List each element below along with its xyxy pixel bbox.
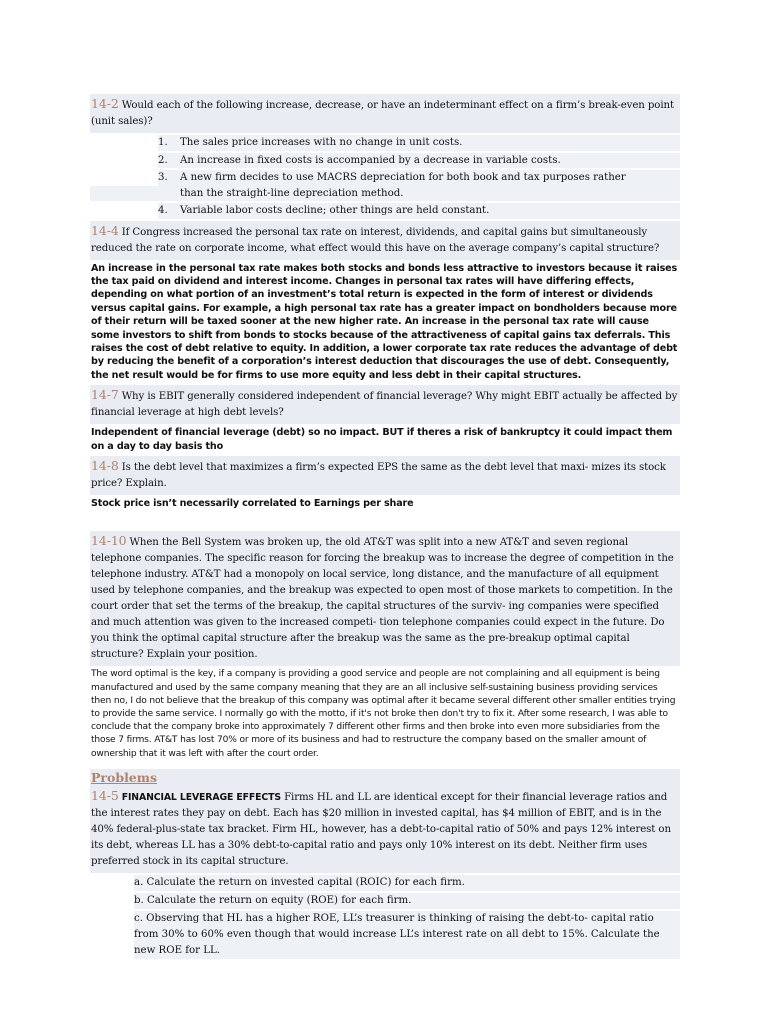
answer-14-7: Independent of financial leverage (debt) so no impact. BUT if theres a risk of bankruptcy it could impact them on a day to day basis tho: [91, 427, 673, 452]
question-14-2-items-cont: [90, 203, 680, 219]
answer-14-4: An increase in the personal tax rate makes both stocks and bonds less attractive to investors because it raises the tax paid on dividend and interest income. Changes in personal tax rates will have differing effects, depending on what portion of an investment’s total return is expected in the form of interest or dividends versus capital gains. For example, a high personal tax rate has a greater impact on bondholders because more of their return will be taxed sooner at the new higher rate. An increase in the personal tax rate will cause some investors to shift from bonds to stocks because of the attractiveness of capital gains tax deferrals. This raises the cost of debt relative to equity. In addition, a lower corporate tax rate reduces the advantage of debt by reducing the benefit of a corporation’s interest deduction that discourages the use of debt. Consequently, the net result would be for firms to use more equity and less debt in their capital structures.: [91, 262, 678, 381]
problem-part: a. Calculate the return on invested capital (ROIC) for each firm.: [134, 875, 680, 891]
list-item: 4. Variable labor costs decline; other things are held constant.: [158, 203, 680, 219]
question-number: 14-7: [91, 387, 119, 403]
question-number: 14-2: [91, 96, 119, 111]
question-14-4: [90, 221, 680, 260]
question-14-2-items: [90, 135, 680, 186]
question-number: 14-4: [91, 222, 119, 238]
problem-parts: [90, 875, 680, 959]
problem-part: b. Calculate the return on equity (ROE) for each firm.: [134, 893, 680, 909]
list-item: 3. A new firm decides to use MACRS depreciation for both book and tax purposes rather: [158, 170, 680, 186]
question-text: If Congress increased the personal tax rate on interest, dividends, and capital gains but simultaneously reduced the rate on corporate income, what effect would this have on the average company’s capital structure?: [91, 226, 660, 254]
question-14-7: [90, 385, 680, 424]
question-14-2: [90, 94, 680, 133]
question-number: 14-8: [91, 457, 119, 473]
list-item: 2. An increase in fixed costs is accompanied by a decrease in variable costs.: [158, 153, 680, 169]
answer-14-8: Stock price isn’t necessarily correlated to Earnings per share: [91, 497, 414, 509]
list-item-continuation: than the straight-line depreciation method.: [90, 186, 680, 202]
problem-part: c. Observing that HL has a higher ROE, LL’s treasurer is thinking of raising the debt-to- capital ratio from 30% to 60% even though that would increase LL’s interest rate on all debt to 15%. Calculate the new ROE for LL.: [134, 911, 680, 959]
question-14-10: [90, 531, 680, 666]
list-item: 1. The sales price increases with no change in unit costs.: [158, 135, 680, 151]
question-text: Would each of the following increase, decrease, or have an indeterminant effect on a firm’s break-even point (unit sales)?: [91, 100, 674, 127]
problem-heading: FINANCIAL LEVERAGE EFFECTS: [121, 791, 281, 803]
question-14-8: [90, 456, 680, 495]
question-text: Is the debt level that maximizes a firm’s expected EPS the same as the debt level that maxi- mizes its stock price? Explain.: [91, 461, 666, 489]
answer-14-10: The word optimal is the key, if a company is providing a good service and people are not complaining and all equipment is being manufactured and used by the same company meaning that they are an all inclusive self-sustaining business providing services then no, I do not believe that the breakup of this company was optimal after it became several different other smaller entities trying to provide the same service. I normally go with the motto, if it's not broke then don't try to fix it. After some research, I was able to conclude that the company broke into approximately 7 different other firms and then broke into even more subsidiaries from the those 7 firms. AT&T has lost 70% or more of its business and had to restructure the company based on the smaller amount of ownership that it was left with after the court order.: [91, 669, 676, 759]
problems-heading: Problems: [90, 769, 680, 786]
problem-14-5: [90, 786, 680, 873]
problem-text: Firms HL and LL are identical except for their financial leverage ratios and the interest rates they pay on debt. Each has $20 million in invested capital, has $4 million of EBIT, and is in the 40% federal-plus-state tax bracket. Firm HL, however, has a debt-to-capital ratio of 50% and pays 12% interest on its debt, whereas LL has a 30% debt-to-capital ratio and pays only 10% interest on its debt. Neither firm uses preferred stock in its capital structure.: [91, 791, 671, 867]
spacer: [90, 513, 680, 531]
question-number: 14-10: [91, 533, 127, 549]
document-page: [90, 94, 680, 961]
problem-number: 14-5: [91, 787, 119, 803]
question-text: When the Bell System was broken up, the old AT&T was split into a new AT&T and seven regional telephone companies. The specific reason for forcing the breakup was to increase the degree of competition in the telephone industry. AT&T had a monopoly on local service, long distance, and the manufacture of all equipment used by telephone companies, and the breakup was expected to open most of those markets to competition. In the court order that set the terms of the breakup, the capital structures of the surviv- ing companies were specified and much attention was given to the increased competi- tion telephone companies could expect in the future. Do you think the optimal capital structure after the breakup was the same as the pre-breakup optimal capital structure? Explain your position.: [91, 537, 674, 661]
question-text: Why is EBIT generally considered independent of financial leverage? Why might EBIT actually be affected by financial leverage at high debt levels?: [91, 391, 678, 419]
